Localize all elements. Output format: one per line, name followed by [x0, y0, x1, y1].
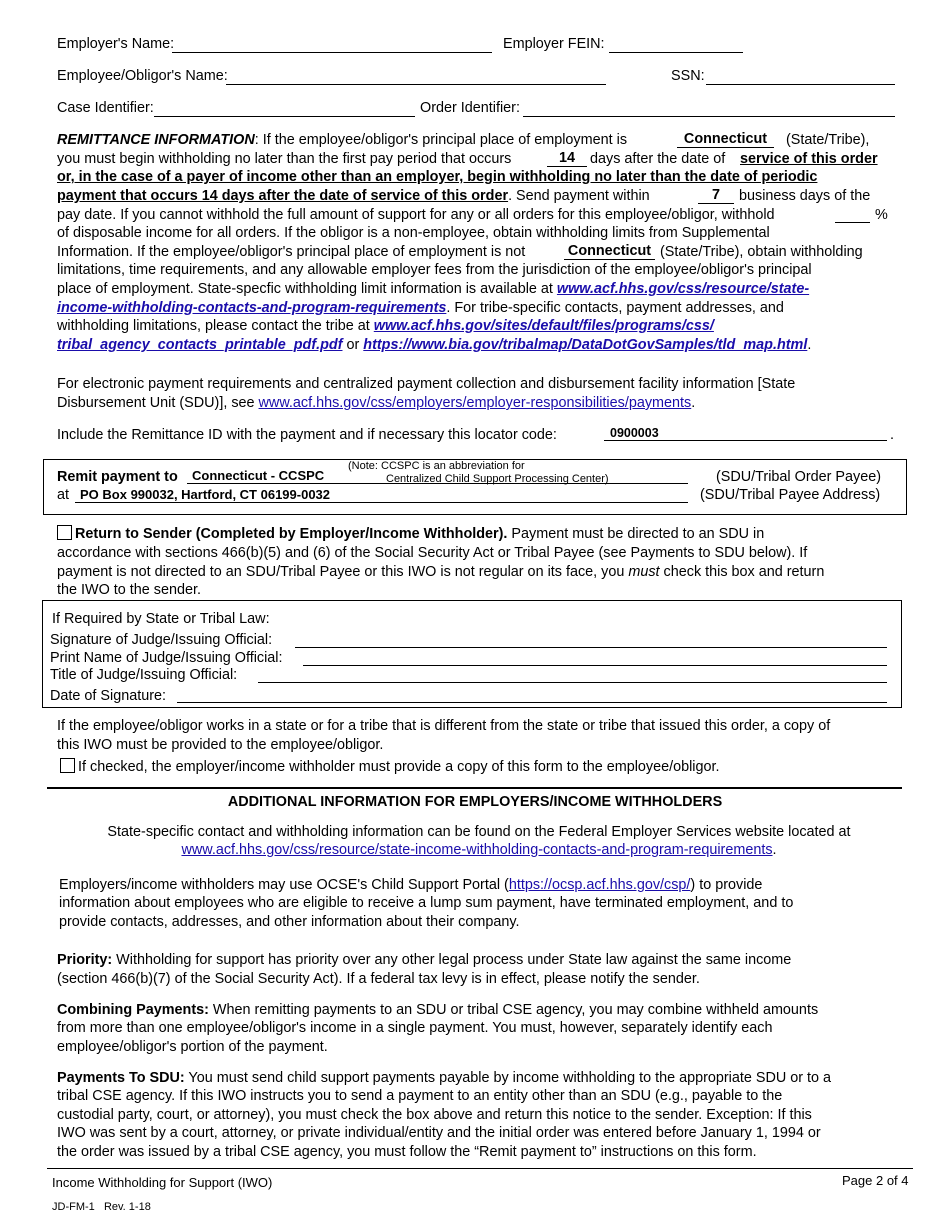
employer-payments-link[interactable]: www.acf.hhs.gov/css/employers/employer-responsibilities/payments	[258, 395, 692, 411]
additional-info-heading: ADDITIONAL INFORMATION FOR EMPLOYERS/INCOME WITHHOLDERS	[227, 794, 723, 810]
order-id-label: Order Identifier:	[420, 100, 520, 116]
state-field[interactable]: Connecticut	[677, 131, 774, 148]
tribal-contacts-link-cont[interactable]: tribal_agency_contacts_printable_pdf.pdf	[57, 337, 343, 353]
case-id-label: Case Identifier:	[57, 100, 154, 116]
child-support-portal-link[interactable]: https://ocsp.acf.hhs.gov/csp/	[508, 877, 691, 893]
state-withholding-link[interactable]: www.acf.hhs.gov/css/resource/state-income-withholding-contacts-and-program-requirements	[181, 842, 773, 858]
ssn-label: SSN:	[671, 68, 705, 84]
bia-tribalmap-link[interactable]: https://www.bia.gov/tribalmap/DataDotGovSamples/tld_map.html	[363, 337, 808, 353]
footer-divider	[47, 1168, 913, 1169]
locator-code-field[interactable]: 0900003	[604, 424, 887, 441]
footer-form-id: JD-FM-1 Rev. 1-18	[52, 1201, 151, 1213]
signature-date-field[interactable]	[177, 686, 887, 703]
ssn-field[interactable]	[706, 68, 895, 85]
case-id-field[interactable]	[154, 100, 415, 117]
withhold-percent-field[interactable]	[835, 206, 870, 223]
state-limit-link[interactable]: www.acf.hhs.gov/css/resource/state-	[556, 281, 810, 297]
judge-print-name-field[interactable]	[303, 649, 887, 666]
employer-fein-label: Employer FEIN:	[503, 36, 605, 52]
section-divider	[47, 787, 902, 789]
remit-payee-field[interactable]: Connecticut - CCSPC	[187, 467, 688, 484]
state-limit-link-cont[interactable]: income-withholding-contacts-and-program-requirements	[57, 300, 447, 316]
judge-title-field[interactable]	[258, 666, 887, 683]
provide-copy-checkbox[interactable]	[60, 758, 75, 773]
business-days-field[interactable]: 7	[698, 187, 734, 204]
judge-signature-field[interactable]	[295, 631, 887, 648]
remittance-heading: REMITTANCE INFORMATION	[57, 132, 255, 148]
remit-address-field[interactable]: PO Box 990032, Hartford, CT 06199-0032	[75, 486, 688, 503]
payments-sdu-label: Payments To SDU:	[57, 1070, 185, 1086]
employer-name-field[interactable]	[172, 36, 492, 53]
footer-form-title: Income Withholding for Support (IWO)	[52, 1175, 273, 1190]
tribal-contacts-link[interactable]: www.acf.hhs.gov/sites/default/files/programs/css/	[373, 318, 714, 334]
order-id-field[interactable]	[523, 100, 895, 117]
employee-name-label: Employee/Obligor's Name:	[57, 68, 228, 84]
employer-name-label: Employer's Name:	[57, 36, 175, 52]
employer-fein-field[interactable]	[609, 36, 743, 53]
priority-label: Priority:	[57, 952, 113, 968]
state-field-2[interactable]: Connecticut	[564, 243, 655, 260]
combining-label: Combining Payments:	[57, 1002, 209, 1018]
judge-box-title: If Required by State or Tribal Law:	[52, 611, 270, 627]
footer-page-number: Page 2 of 4	[842, 1173, 909, 1188]
remit-label: Remit payment to	[57, 469, 178, 485]
employee-name-field[interactable]	[226, 68, 606, 85]
days-field[interactable]: 14	[547, 150, 587, 167]
remittance-line-1: REMITTANCE INFORMATION: If the employee/obligor's principal place of employment is	[57, 132, 628, 148]
return-to-sender-checkbox[interactable]	[57, 525, 72, 540]
